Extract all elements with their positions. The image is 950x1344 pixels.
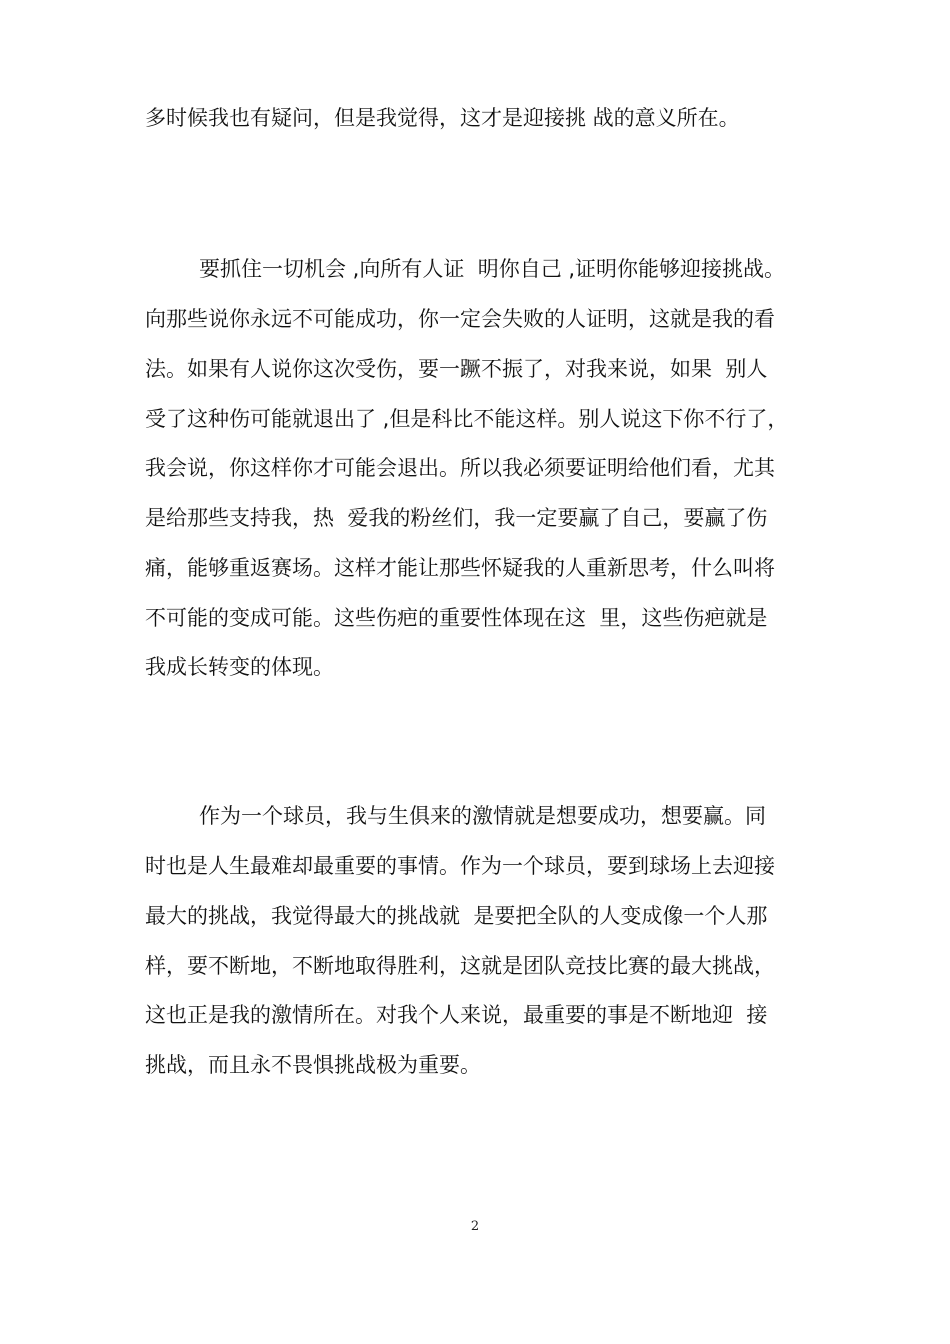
paragraph-2-line-6: 是给那些支持我，热 爱我的粉丝们，我一定要赢了自己，要赢了伤 xyxy=(145,506,768,530)
paragraph-1-line-1: 多时候我也有疑问，但是我觉得，这才是迎接挑 战的意义所在。 xyxy=(145,106,740,130)
paragraph-3-line-1: 作为一个球员，我与生俱来的激情就是想要成功，想要赢。同 xyxy=(199,804,766,828)
paragraph-2-line-3: 法。如果有人说你这次受伤，要一蹶不振了，对我来说，如果 别人 xyxy=(145,357,768,381)
paragraph-3-line-2: 时也是人生最难却最重要的事情。作为一个球员，要到球场上去迎接 xyxy=(145,854,775,878)
paragraph-2-line-7: 痛，能够重返赛场。这样才能让那些怀疑我的人重新思考，什么叫将 xyxy=(145,556,775,580)
paragraph-3-line-5: 这也正是我的激情所在。对我个人来说，最重要的事是不断地迎 接 xyxy=(145,1003,768,1027)
paragraph-2-line-4: 受了这种伤可能就退出了 ,但是科比不能这样。别人说这下你不行了， xyxy=(145,407,789,431)
paragraph-2-line-1: 要抓住一切机会 ,向所有人证 明你自己 ,证明你能够迎接挑战。 xyxy=(199,257,786,281)
page-number: 2 xyxy=(470,1219,480,1234)
paragraph-2-line-9: 我成长转变的体现。 xyxy=(145,655,334,679)
paragraph-3-line-4: 样，要不断地，不断地取得胜利，这就是团队竞技比赛的最大挑战， xyxy=(145,954,775,978)
paragraph-2-line-8: 不可能的变成可能。这些伤疤的重要性体现在这 里，这些伤疤就是 xyxy=(145,606,768,630)
paragraph-3-line-6: 挑战，而且永不畏惧挑战极为重要。 xyxy=(145,1053,481,1077)
paragraph-2-line-2: 向那些说你永远不可能成功，你一定会失败的人证明，这就是我的看 xyxy=(145,307,775,331)
paragraph-3-line-3: 最大的挑战，我觉得最大的挑战就 是要把全队的人变成像一个人那 xyxy=(145,904,768,928)
paragraph-2-line-5: 我会说，你这样你才可能会退出。所以我必须要证明给他们看，尤其 xyxy=(145,456,775,480)
